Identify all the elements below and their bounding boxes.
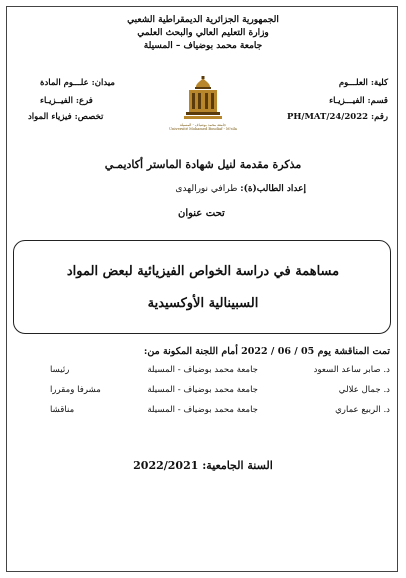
department-line	[329, 96, 388, 106]
under-title: تحت عنوان	[178, 208, 225, 219]
header-ministry: وزارة التعليم العالي والبحث العلمي	[137, 28, 269, 38]
member-affiliation: جامعة محمد بوضياف - المسيلة	[147, 405, 258, 415]
defense-date: تمت المناقشة يوم 05 / 06 / 2022 أمام اللجنة المكونة من:	[143, 346, 390, 357]
member-affiliation: جامعة محمد بوضياف - المسيلة	[147, 385, 258, 395]
faculty-line	[339, 78, 388, 88]
branch-value: الفيــزيـاء	[40, 96, 73, 106]
member-affiliation: جامعة محمد بوضياف - المسيلة	[147, 365, 258, 375]
logo-caption-ar: جامعة محمد بوضياف - المسيلة	[179, 123, 227, 127]
spec-line	[28, 112, 103, 122]
spec-label: تخصص:	[74, 112, 104, 122]
title-line-2: السبينالية الأوكسيدية	[147, 296, 259, 311]
title-box	[13, 240, 391, 334]
field-line	[40, 78, 115, 88]
logo-caption-fr: Université Mohamed Boudiaf - M'sila	[169, 127, 237, 131]
member-name: د. جمال علالي	[338, 385, 390, 395]
branch-line	[40, 96, 93, 106]
thesis-heading: مذكرة مقدمة لنيل شهادة الماستر أكاديمـي	[104, 158, 302, 171]
member-role: رئيسا	[50, 365, 70, 375]
member-role: مناقشا	[50, 405, 75, 415]
university-logo-icon	[183, 76, 223, 122]
member-name: د. الربيع عماري	[335, 405, 390, 415]
member-name: د. صابر ساعد السعود	[313, 365, 390, 375]
student-line	[175, 184, 306, 194]
field-label: ميدان:	[91, 78, 115, 88]
member-role: مشرفا ومقررا	[50, 385, 101, 395]
logo-caption	[168, 123, 238, 131]
header-republic: الجمهورية الجزائرية الديمقراطية الشعبي	[127, 15, 279, 25]
number-line	[287, 112, 388, 122]
field-value: علـــوم المادة	[40, 78, 89, 88]
title-line-1: مساهمة في دراسة الخواص الفيزيائية لبعض المواد	[66, 264, 340, 279]
spec-value: فيزياء المواد	[28, 112, 72, 122]
faculty-value: العلـــوم	[338, 78, 368, 88]
department-label: قسم:	[367, 96, 388, 106]
academic-year-label: السنة الجامعية:	[202, 459, 273, 472]
number-value: PH/MAT/24/2022	[286, 112, 369, 122]
student-name: طرافي نورالهدى	[175, 184, 238, 194]
branch-label: فرع:	[75, 96, 93, 106]
department-value: الفيـــزيـاء	[329, 96, 365, 106]
number-label: رقم:	[371, 112, 388, 122]
academic-year-value: 2022/2021	[133, 459, 199, 472]
academic-year	[0, 459, 406, 472]
header-university: جامعة محمد بوضياف – المسيلة	[143, 41, 263, 51]
student-label: إعداد الطالب(ة):	[240, 184, 306, 194]
faculty-label: كلية:	[370, 78, 388, 88]
